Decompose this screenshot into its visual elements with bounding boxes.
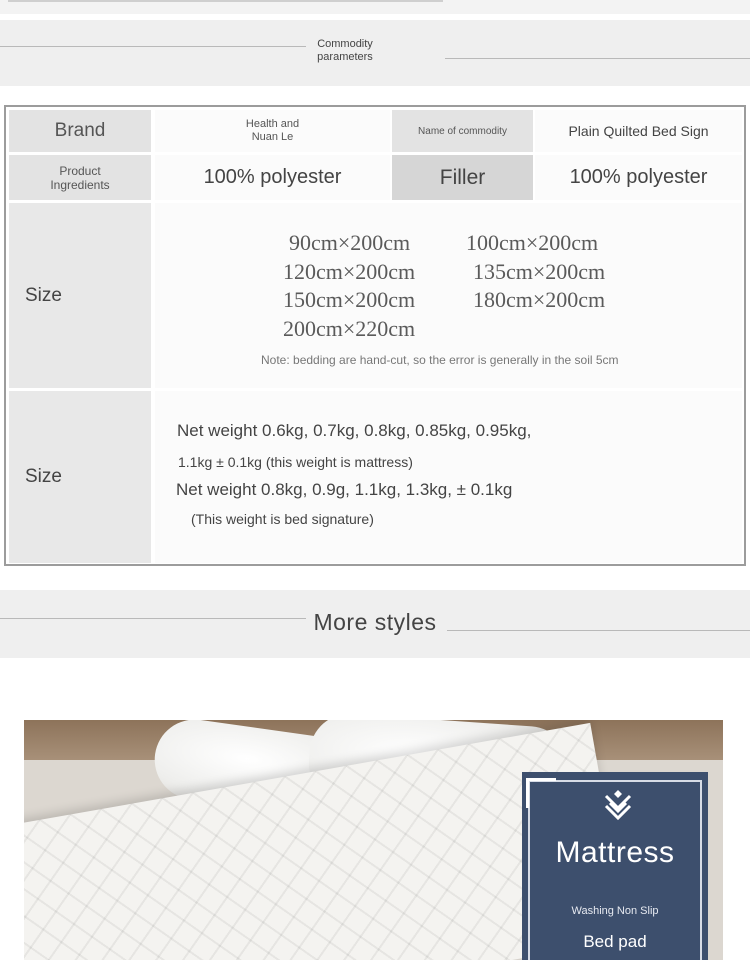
size-option: 150cm×200cm xyxy=(283,287,416,312)
ingredients-label xyxy=(9,155,151,200)
top-band xyxy=(0,0,750,14)
mattress-badge xyxy=(522,772,708,960)
size-note: Note: bedding are hand-cut, so the error is generally in the soil 5cm xyxy=(261,353,619,367)
ingredients-label-line2: Ingredients xyxy=(50,177,110,192)
weight-line: 1.1kg ± 0.1kg (this weight is mattress) xyxy=(178,454,413,470)
name-value: Plain Quilted Bed Sign xyxy=(535,110,742,152)
divider xyxy=(8,0,443,2)
brand-value-line2: Nuan Le xyxy=(251,131,294,143)
divider xyxy=(447,630,750,631)
section-title-line1: Commodity xyxy=(317,38,373,50)
ingredients-value: 100% polyester xyxy=(155,155,390,200)
weight-values xyxy=(155,391,742,563)
filler-value: 100% polyester xyxy=(535,155,742,200)
parameters-table xyxy=(4,105,746,566)
name-label: Name of commodity xyxy=(392,110,533,152)
divider xyxy=(445,58,750,59)
section-header-more-styles xyxy=(0,590,750,658)
brand-value xyxy=(155,110,390,152)
filler-label: Filler xyxy=(392,155,533,200)
badge-subtitle: Washing Non Slip xyxy=(571,905,659,917)
size-option: 120cm×200cm xyxy=(283,259,416,284)
badge-title: Mattress xyxy=(555,836,675,869)
section-title xyxy=(300,38,390,64)
divider xyxy=(0,618,306,619)
weight-label: Size xyxy=(9,391,151,563)
weight-line: Net weight 0.8kg, 0.9g, 1.1kg, 1.3kg, ± 0.1kg xyxy=(176,480,513,499)
divider xyxy=(0,46,306,47)
size-option: 135cm×200cm xyxy=(473,259,606,284)
size-option: 200cm×220cm xyxy=(283,316,416,341)
weight-line: Net weight 0.6kg, 0.7kg, 0.8kg, 0.85kg, 0.95kg, xyxy=(177,421,532,440)
chevron-stack-icon xyxy=(600,788,636,824)
section-header-parameters xyxy=(0,20,750,86)
brand-value-line1: Health and xyxy=(245,118,300,130)
size-values xyxy=(155,203,742,388)
size-option: 90cm×200cm xyxy=(289,230,411,255)
badge-caption: Bed pad xyxy=(583,932,647,951)
size-option: 180cm×200cm xyxy=(473,287,606,312)
section-title: More styles xyxy=(313,609,437,635)
badge-corner xyxy=(526,778,556,808)
ingredients-label-line1: Product xyxy=(59,163,101,178)
size-label: Size xyxy=(9,203,151,388)
brand-label: Brand xyxy=(9,110,151,152)
weight-line: (This weight is bed signature) xyxy=(191,511,374,527)
section-title-line2: parameters xyxy=(317,51,373,63)
size-option: 100cm×200cm xyxy=(466,230,599,255)
